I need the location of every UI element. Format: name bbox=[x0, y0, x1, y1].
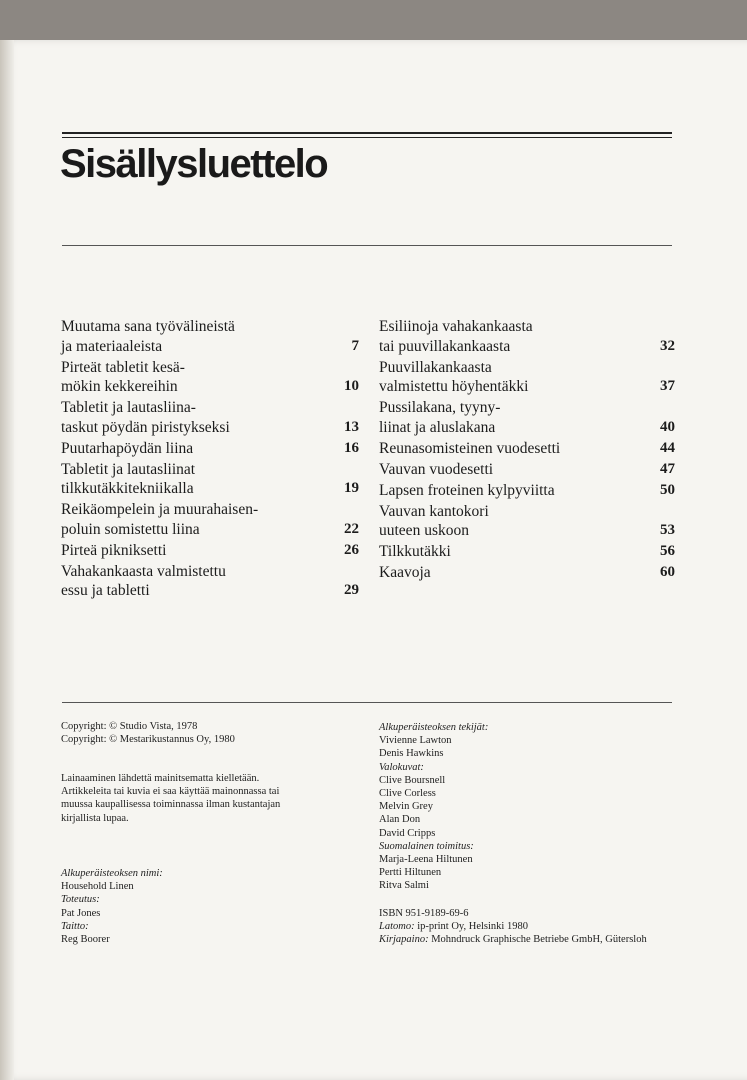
toc-entry bbox=[61, 358, 359, 397]
toc-page-number: 22 bbox=[344, 520, 359, 537]
toc-page-number: 26 bbox=[344, 541, 359, 558]
toc-entry-title: ja materiaaleista bbox=[61, 337, 163, 355]
toc-page-number: 53 bbox=[660, 522, 675, 538]
toc-entry-title: Vauvan kantokori bbox=[379, 502, 489, 520]
toc-entry bbox=[379, 317, 675, 356]
toc-entry bbox=[61, 500, 359, 539]
toc-entry-title: Esiliinoja vahakankaasta bbox=[379, 318, 533, 335]
credit-value: Clive Corless bbox=[379, 788, 436, 800]
toc-page-number: 37 bbox=[660, 378, 675, 394]
latomo-line bbox=[379, 920, 647, 933]
toc-entry-title: taskut pöydän piristykseksi bbox=[61, 418, 230, 436]
original-credits bbox=[61, 867, 163, 946]
toc-page-number: 56 bbox=[660, 543, 675, 559]
toc-entry-title: Tabletit ja lautasliinat bbox=[61, 460, 196, 478]
spine-shadow bbox=[0, 40, 14, 1080]
toc-entry-title: Reunasomisteinen vuodesetti bbox=[379, 439, 561, 457]
kirjapaino-line bbox=[379, 933, 647, 946]
toc-page-number: 10 bbox=[344, 378, 359, 394]
page-title: Sisällysluettelo bbox=[60, 142, 328, 186]
top-rule-thick bbox=[62, 132, 672, 134]
toc-entry-title: tilkkutäkkitekniikalla bbox=[61, 480, 194, 497]
credit-value: Pat Jones bbox=[61, 907, 101, 919]
notice-line: muussa kaupallisessa toiminnassa ilman kustantajan bbox=[61, 799, 281, 811]
toc-entry-title: uuteen uskoon bbox=[379, 522, 469, 539]
toc-entry-title: Lapsen froteinen kylpyviitta bbox=[379, 481, 555, 499]
copyright-block bbox=[61, 720, 235, 746]
toc-entry bbox=[379, 563, 675, 583]
toc-entry-title: essu ja tabletti bbox=[61, 582, 150, 599]
credit-value: David Cripps bbox=[379, 827, 436, 839]
toc-page-number: 44 bbox=[660, 439, 675, 456]
toc-entry-title: liinat ja aluslakana bbox=[379, 418, 496, 436]
toc-entry bbox=[61, 317, 359, 356]
top-rule-thin bbox=[62, 137, 672, 138]
toc-entry bbox=[379, 358, 675, 397]
toc-entry-title: Vahakankaasta valmistettu bbox=[61, 562, 226, 580]
credit-label: Valokuvat: bbox=[379, 761, 424, 773]
credit-value: Household Linen bbox=[61, 881, 134, 893]
toc-entry-title: Vauvan vuodesetti bbox=[379, 460, 494, 478]
toc-entry-title: tai puuvillakankaasta bbox=[379, 337, 511, 355]
toc-entry-title: Kaavoja bbox=[379, 564, 431, 581]
credit-value: Denis Hawkins bbox=[379, 748, 444, 760]
credit-label: Toteutus: bbox=[61, 894, 100, 906]
credit-label: Taitto: bbox=[61, 920, 89, 932]
toc-page-number: 19 bbox=[344, 480, 359, 496]
credit-value: Ritva Salmi bbox=[379, 880, 429, 892]
toc-page-number: 40 bbox=[660, 418, 675, 435]
toc-entry bbox=[379, 460, 675, 480]
toc-entry-title: Tilkkutäkki bbox=[379, 543, 451, 560]
toc-entry-title: Reikäompelein ja muurahaisen- bbox=[61, 501, 259, 518]
toc-entry bbox=[379, 398, 675, 437]
credit-value: Vivienne Lawton bbox=[379, 735, 452, 747]
toc-entry bbox=[379, 439, 675, 459]
toc-entry bbox=[379, 502, 675, 541]
copyright-line: Copyright: © Mestarikustannus Oy, 1980 bbox=[61, 734, 235, 746]
toc-entry-title: Pirteät tabletit kesä- bbox=[61, 358, 185, 376]
credit-label: Alkuperäisteoksen nimi: bbox=[61, 868, 163, 879]
credit-label: Latomo: bbox=[379, 921, 415, 933]
toc-page-number: 13 bbox=[344, 418, 359, 435]
credit-value: ip-print Oy, Helsinki 1980 bbox=[417, 921, 528, 933]
toc-entry bbox=[61, 439, 359, 459]
credit-label: Suomalainen toimitus: bbox=[379, 840, 474, 852]
toc-page-number: 32 bbox=[660, 337, 675, 354]
toc-entry-title: Pirteä pikniksetti bbox=[61, 541, 167, 559]
authors-block bbox=[379, 721, 488, 893]
toc-entry-title: mökin kekkereihin bbox=[61, 378, 178, 395]
credit-label: Alkuperäisteoksen tekijät: bbox=[379, 722, 489, 733]
credit-value: Clive Boursnell bbox=[379, 774, 446, 786]
toc-entry bbox=[379, 481, 675, 501]
credit-label: Kirjapaino: bbox=[379, 934, 429, 946]
toc-entry-title: poluin somistettu liina bbox=[61, 520, 200, 538]
toc-entry-title: valmistettu höyhentäkki bbox=[379, 378, 529, 395]
credit-value: Mohndruck Graphische Betriebe GmbH, Gütersloh bbox=[431, 934, 647, 946]
toc-page-number: 29 bbox=[344, 582, 359, 598]
credit-value: Reg Boorer bbox=[61, 934, 110, 946]
toc-entry-title: Pussilakana, tyyny- bbox=[379, 399, 501, 416]
toc-entry bbox=[379, 542, 675, 562]
notice-line: kirjallista lupaa. bbox=[61, 812, 129, 824]
copyright-line: Copyright: © Studio Vista, 1978 bbox=[61, 721, 198, 732]
toc-page-number: 16 bbox=[344, 439, 359, 456]
notice-line: Artikkeleita tai kuvia ei saa käyttää mainonnassa tai bbox=[61, 786, 280, 798]
toc-page-number: 60 bbox=[660, 564, 675, 580]
credit-value: Marja-Leena Hiltunen bbox=[379, 854, 473, 866]
toc-entry-title: Puuvillakankaasta bbox=[379, 358, 492, 376]
toc-entry-title: Tabletit ja lautasliina- bbox=[61, 399, 196, 416]
toc-entry-title: Muutama sana työvälineistä bbox=[61, 318, 235, 335]
toc-entry bbox=[61, 562, 359, 601]
credit-value: Alan Don bbox=[379, 814, 421, 826]
toc-page-number: 50 bbox=[660, 481, 675, 498]
toc-left-column bbox=[61, 317, 359, 602]
credit-value: Melvin Grey bbox=[379, 801, 433, 813]
toc-page-number: 47 bbox=[660, 460, 675, 477]
title-underline-rule bbox=[62, 245, 672, 246]
notice-line: Lainaaminen lähdettä mainitsematta kielletään. bbox=[61, 773, 260, 784]
toc-entry-title: Puutarhapöydän liina bbox=[61, 439, 194, 457]
isbn: ISBN 951-9189-69-6 bbox=[379, 908, 469, 919]
toc-entry bbox=[61, 541, 359, 561]
credit-value: Pertti Hiltunen bbox=[379, 867, 442, 879]
rights-notice bbox=[61, 772, 280, 825]
print-info bbox=[379, 907, 647, 947]
toc-page-number: 7 bbox=[351, 337, 359, 354]
toc-right-column bbox=[379, 317, 675, 584]
toc-entry bbox=[61, 398, 359, 437]
toc-entry bbox=[61, 460, 359, 499]
credits-rule bbox=[62, 702, 672, 703]
